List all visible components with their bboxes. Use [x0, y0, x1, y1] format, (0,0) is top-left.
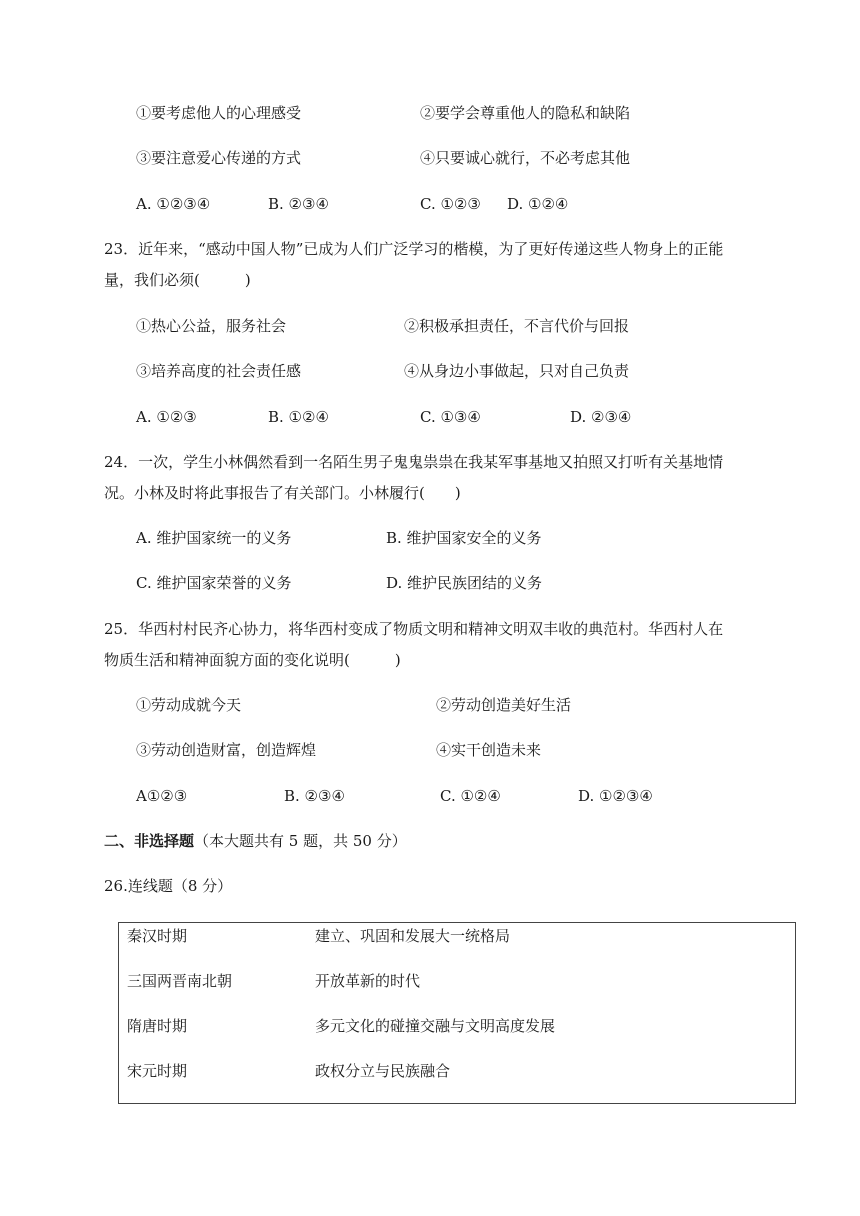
q23-stem-line-1: 23．近年来，“感动中国人物”已成为人们广泛学习的楷模，为了更好传递这些人物身上的正能 — [104, 240, 724, 258]
q22-statement-3: ③要注意爱心传递的方式 — [136, 149, 302, 167]
q23-statement-2: ②积极承担责任，不言代价与回报 — [404, 317, 630, 335]
match-left-item[interactable]: 隋唐时期 — [127, 1017, 188, 1035]
match-left-item[interactable]: 秦汉时期 — [127, 927, 188, 945]
match-right-item[interactable]: 建立、巩固和发展大一统格局 — [315, 927, 511, 945]
q25-choice-a[interactable]: A①②③ — [136, 787, 188, 805]
q25-statement-2: ②劳动创造美好生活 — [436, 696, 572, 714]
q24-stem-line-2: 况。小林及时将此事报告了有关部门。小林履行( ) — [104, 484, 461, 502]
q22-choice-d[interactable]: D. ①②④ — [507, 195, 569, 213]
q24-choice-b[interactable]: B. 维护国家安全的义务 — [386, 529, 542, 547]
q25-statement-3: ③劳动创造财富，创造辉煌 — [136, 741, 317, 759]
q26-title: 26.连线题（8 分） — [104, 877, 233, 895]
q23-choice-d[interactable]: D. ②③④ — [570, 408, 632, 426]
section-heading — [104, 831, 407, 851]
q23-choice-a[interactable]: A. ①②③ — [136, 408, 197, 426]
q23-choice-c[interactable]: C. ①③④ — [420, 408, 481, 426]
q25-stem-line-1: 25．华西村村民齐心协力，将华西村变成了物质文明和精神文明双丰收的典范村。华西村人在 — [104, 620, 724, 638]
q25-choice-d[interactable]: D. ①②③④ — [578, 787, 653, 805]
match-right-item[interactable]: 开放革新的时代 — [315, 972, 421, 990]
q22-choice-b[interactable]: B. ②③④ — [268, 195, 329, 213]
q23-statement-1: ①热心公益，服务社会 — [136, 317, 287, 335]
section-note: （本大题共有 5 题，共 50 分） — [194, 832, 407, 850]
q23-choice-b[interactable]: B. ①②④ — [268, 408, 329, 426]
q23-statement-3: ③培养高度的社会责任感 — [136, 362, 302, 380]
q25-choice-b[interactable]: B. ②③④ — [284, 787, 345, 805]
q25-choice-c[interactable]: C. ①②④ — [440, 787, 501, 805]
q24-choice-c[interactable]: C. 维护国家荣誉的义务 — [136, 574, 292, 592]
q23-stem-line-2: 量，我们必须( ) — [104, 271, 251, 289]
match-left-item[interactable]: 三国两晋南北朝 — [127, 972, 233, 990]
q25-statement-1: ①劳动成就今天 — [136, 696, 242, 714]
q22-statement-2: ②要学会尊重他人的隐私和缺陷 — [420, 104, 631, 122]
matching-table — [118, 922, 796, 1104]
match-left-item[interactable]: 宋元时期 — [127, 1062, 188, 1080]
q22-statement-1: ①要考虑他人的心理感受 — [136, 104, 302, 122]
q24-choice-d[interactable]: D. 维护民族团结的义务 — [386, 574, 543, 592]
q22-choice-c[interactable]: C. ①②③ — [420, 195, 481, 213]
q23-statement-4: ④从身边小事做起，只对自己负责 — [404, 362, 630, 380]
q22-choice-a[interactable]: A. ①②③④ — [136, 195, 211, 213]
q22-statement-4: ④只要诚心就行，不必考虑其他 — [420, 149, 631, 167]
q24-choice-a[interactable]: A. 维护国家统一的义务 — [136, 529, 292, 547]
q25-statement-4: ④实干创造未来 — [436, 741, 542, 759]
q24-stem-line-1: 24．一次，学生小林偶然看到一名陌生男子鬼鬼祟祟在我某军事基地又拍照又打听有关基地情 — [104, 453, 724, 471]
section-title: 二、非选择题 — [104, 832, 195, 850]
match-right-item[interactable]: 多元文化的碰撞交融与文明高度发展 — [315, 1017, 556, 1035]
q25-stem-line-2: 物质生活和精神面貌方面的变化说明( ) — [104, 651, 401, 669]
match-right-item[interactable]: 政权分立与民族融合 — [315, 1062, 451, 1080]
